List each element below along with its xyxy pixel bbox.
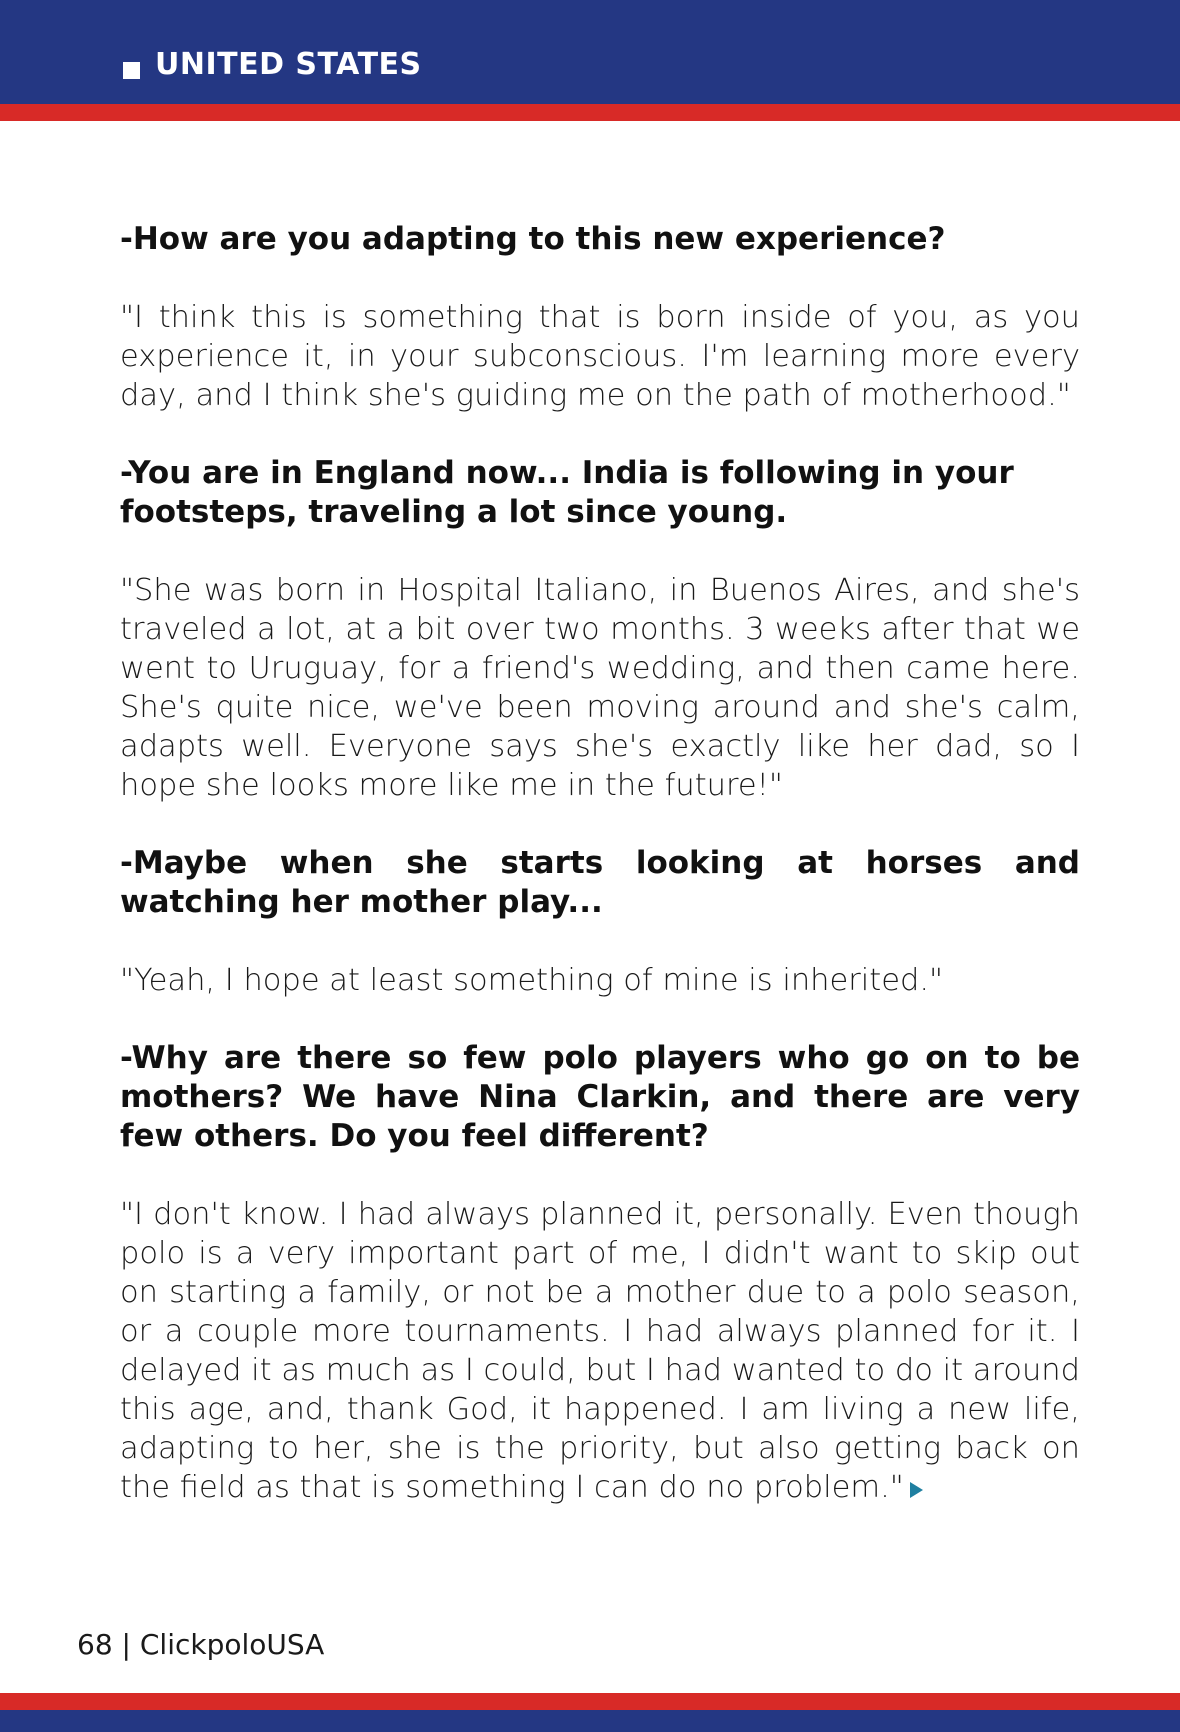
interview-answer: "I think this is something that is born inside of you, as you experience it, in your subconscious. I'm learning more every day, and I think she's guiding me on the path of motherhood." — [120, 300, 1080, 413]
page-footer: 68 | ClickpoloUSA — [77, 1628, 325, 1661]
interview-answer-text: "I don't know. I had always planned it, personally. Even though polo is a very important part of me, I didn't want to skip out on starting a family, or not be a mother due to a polo season, or a couple more tournaments. I had always planned for it. I delayed it as much as I could, but I had wanted to do it around this age, and, thank God, it happened. I am living a new life, adapting to her, she is the priority, but also getting back on the field as that is something I can do no problem." — [120, 1197, 1080, 1505]
interview-question: -You are in England now... India is following in your footsteps, traveling a lot since young. — [120, 455, 1014, 530]
footer-bar — [0, 1710, 1180, 1732]
interview-question: -Maybe when she starts looking at horses and watching her mother play... — [120, 845, 1080, 920]
footer-stripe — [0, 1693, 1180, 1710]
interview-answer: "She was born in Hospital Italiano, in Buenos Aires, and she's traveled a lot, at a bit over two months. 3 weeks after that we went to Uruguay, for a friend's wedding, and then came here. She's quite nice, we've been moving around and she's calm, adapts well. Everyone says she's exactly like her dad, so I hope she looks more like me in the future!" — [120, 573, 1080, 803]
square-bullet-icon — [123, 62, 140, 79]
interview-question: -How are you adapting to this new experience? — [120, 221, 946, 257]
interview-answer: "Yeah, I hope at least something of mine is inherited." — [120, 963, 944, 998]
section-label: UNITED STATES — [155, 47, 422, 82]
article-body — [120, 220, 1080, 1546]
interview-answer-final — [120, 1195, 1080, 1507]
header-stripe — [0, 104, 1180, 121]
play-arrow-icon — [910, 1482, 923, 1498]
interview-question: -Why are there so few polo players who go on to be mothers? We have Nina Clarkin, and there are very few others. Do you feel different? — [120, 1040, 1080, 1154]
